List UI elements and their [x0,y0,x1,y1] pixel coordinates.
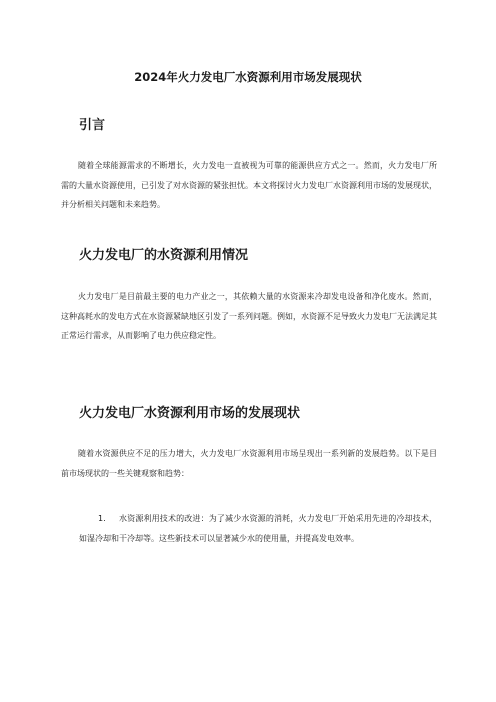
section-heading-introduction: 引言 [79,118,106,133]
section-paragraph-market-status: 随着水资源供应不足的压力增大，火力发电厂水资源利用市场呈现出一系列新的发展趋势。以下是目前市场现状的一些关键观察和趋势： [61,449,437,478]
list-item-number: 1. [98,514,106,523]
section-paragraph-water-usage: 火力发电厂是目前最主要的电力产业之一，其依赖大量的水资源来冷却发电设备和净化废水。然而，这种高耗水的发电方式在水资源紧缺地区引发了一系列问题。例如，水资源不足导致火力发电厂无法满足其正常运行需求，从而影响了电力供应稳定性。 [61,292,437,340]
section-heading-market-status: 火力发电厂水资源利用市场的发展现状 [79,406,301,421]
document-title: 2024年火力发电厂水资源利用市场发展现状 [134,70,362,84]
section-paragraph-introduction: 随着全球能源需求的不断增长，火力发电一直被视为可靠的能源供应方式之一。然而，火力发电厂所需的大量水资源使用，已引发了对水资源的紧张担忧。本文将探讨火力发电厂水资源利用市场的发展现状，并分析相关问题和未来趋势。 [61,161,437,209]
list-item-text: 水资源利用技术的改进：为了减少水资源的消耗，火力发电厂开始采用先进的冷却技术，如湿冷却和干冷却等。这些新技术可以显著减少水的使用量，并提高发电效率。 [79,514,437,543]
section-heading-water-usage: 火力发电厂的水资源利用情况 [79,248,249,263]
list-item [79,509,437,548]
